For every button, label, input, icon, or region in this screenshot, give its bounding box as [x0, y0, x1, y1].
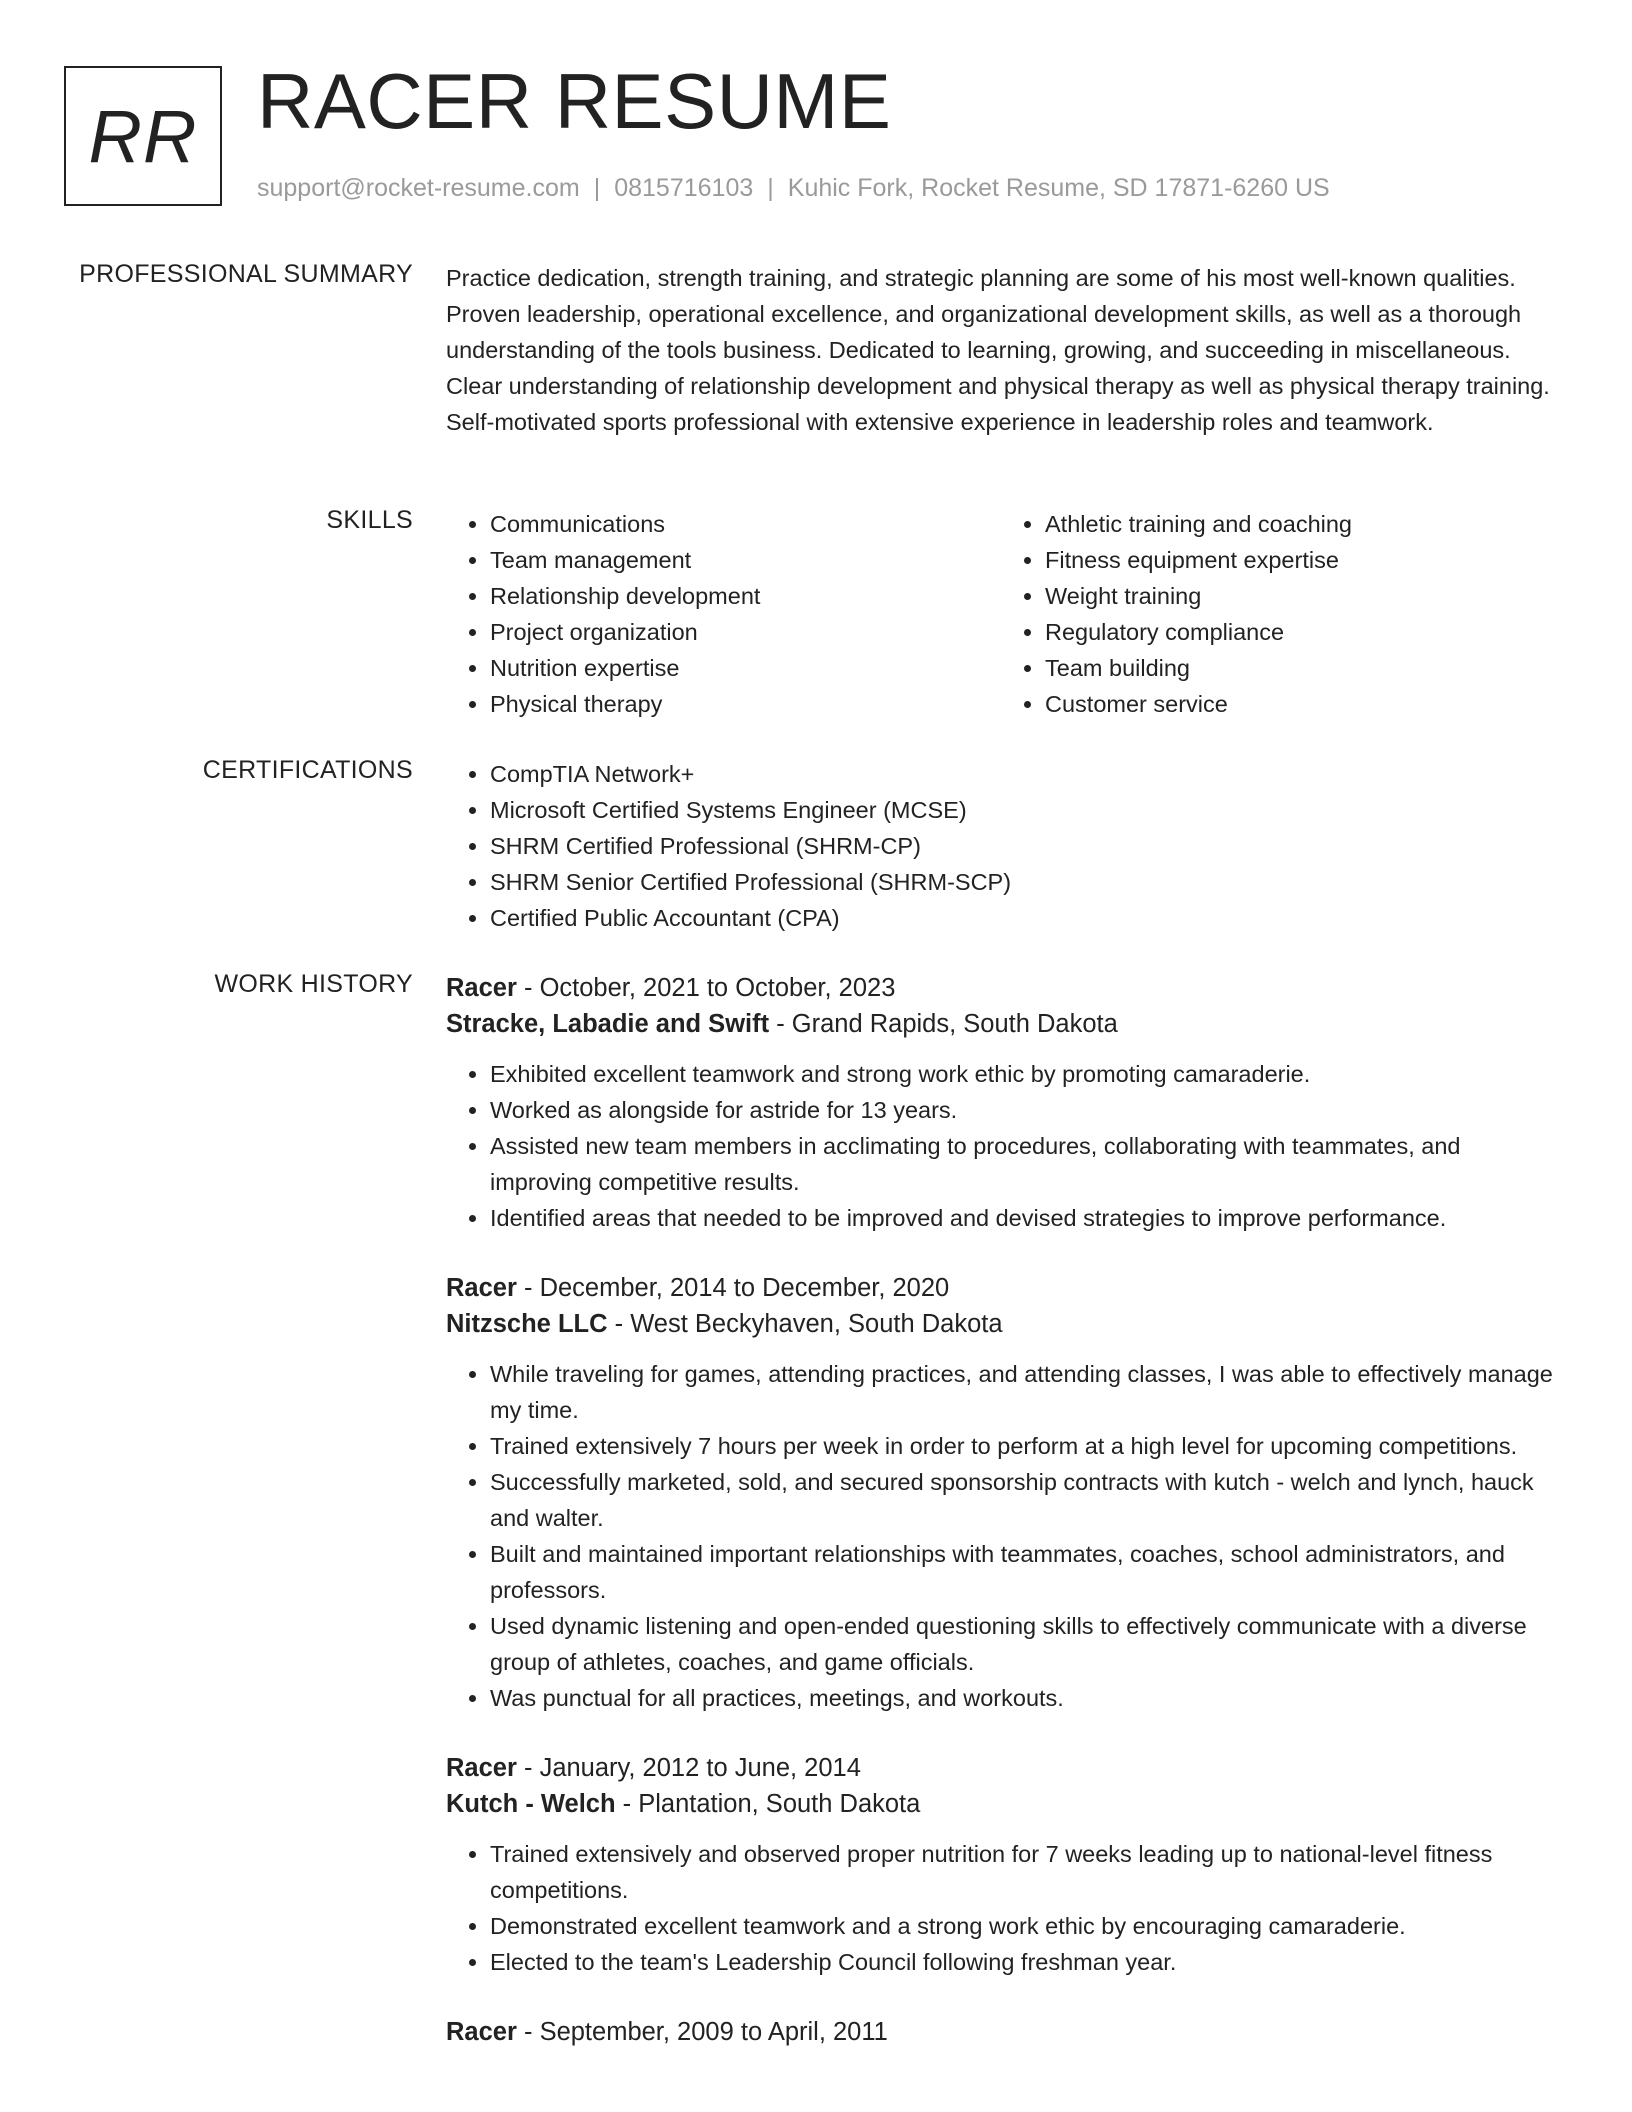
- monogram-box: [64, 66, 222, 206]
- summary-text: Practice dedication, strength training, and strategic planning are some of his most well-known qualities. Proven leadership, operational excellence, and organizational development skills, as well as a thorough understanding of the tools business. Dedicated to learning, growing, and succeeding in miscellaneous. Clear understanding of relationship development and physical therapy as well as physical therapy training. Self-motivated sports professional with extensive experience in leadership roles and teamwork.: [446, 265, 1550, 435]
- job-entry: [446, 1750, 1556, 1980]
- job-bullet: • Used dynamic listening and open-ended questioning skills to effectively communicate with a diverse group of athletes, coaches, and game officials.: [490, 1608, 1556, 1680]
- summary-body: [446, 260, 1556, 440]
- resume-name: RACER RESUME: [257, 57, 892, 145]
- skill-item: • Relationship development: [490, 578, 1001, 614]
- skill-item: • Customer service: [1045, 686, 1556, 722]
- job-company-line: Nitzsche LLC - West Beckyhaven, South Dakota: [446, 1310, 1003, 1338]
- job-location: West Beckyhaven, South Dakota: [630, 1310, 1003, 1338]
- contact-separator: |: [767, 174, 774, 202]
- job-entry: [446, 1270, 1556, 1716]
- job-bullet: • Exhibited excellent teamwork and strong work ethic by promoting camaraderie.: [490, 1056, 1556, 1092]
- certification-item: • SHRM Senior Certified Professional (SHRM-SCP): [490, 864, 1556, 900]
- certification-item: • SHRM Certified Professional (SHRM-CP): [490, 828, 1556, 864]
- job-bullet: • Elected to the team's Leadership Council following freshman year.: [490, 1944, 1556, 1980]
- skill-item: • Physical therapy: [490, 686, 1001, 722]
- job-dates: January, 2012 to June, 2014: [539, 1754, 861, 1782]
- monogram-initials: RR: [88, 94, 198, 178]
- job-bullet: • While traveling for games, attending practices, and attending classes, I was able to effectively manage my time.: [490, 1356, 1556, 1428]
- job-dates: December, 2014 to December, 2020: [539, 1274, 950, 1302]
- skill-item: • Fitness equipment expertise: [1045, 542, 1556, 578]
- job-heading: Racer - January, 2012 to June, 2014: [446, 1754, 861, 1782]
- job-bullet: • Demonstrated excellent teamwork and a strong work ethic by encouraging camaraderie.: [490, 1908, 1556, 1944]
- skill-item: • Project organization: [490, 614, 1001, 650]
- job-heading: Racer - September, 2009 to April, 2011: [446, 2018, 888, 2046]
- job-company: Kutch - Welch: [446, 1790, 616, 1818]
- job-company: Nitzsche LLC: [446, 1310, 608, 1338]
- job-title: Racer: [446, 2018, 517, 2046]
- certification-item: • Certified Public Accountant (CPA): [490, 900, 1556, 936]
- work-history-body: [446, 970, 1556, 2084]
- contact-phone[interactable]: 0815716103: [614, 174, 754, 202]
- job-bullet: • Built and maintained important relationships with teammates, coaches, school administrators, and professors.: [490, 1536, 1556, 1608]
- job-bullet: • Worked as alongside for astride for 13 years.: [490, 1092, 1556, 1128]
- skills-label: SKILLS: [326, 506, 413, 534]
- contact-email[interactable]: support@rocket-resume.com: [257, 174, 580, 202]
- skills-column-left: [446, 506, 1001, 722]
- job-company: Stracke, Labadie and Swift: [446, 1010, 770, 1038]
- certifications-list: [446, 756, 1556, 936]
- job-location: Grand Rapids, South Dakota: [791, 1010, 1118, 1038]
- job-dates: October, 2021 to October, 2023: [539, 974, 896, 1002]
- job-bullet: • Assisted new team members in acclimating to procedures, collaborating with teammates, and improving competitive results.: [490, 1128, 1556, 1200]
- skill-item: • Communications: [490, 506, 1001, 542]
- job-heading: Racer - December, 2014 to December, 2020: [446, 1274, 950, 1302]
- job-dates: September, 2009 to April, 2011: [539, 2018, 888, 2046]
- job-bullets: [446, 1836, 1556, 1980]
- job-bullet: • Trained extensively 7 hours per week in order to perform at a high level for upcoming competitions.: [490, 1428, 1556, 1464]
- summary-label: PROFESSIONAL SUMMARY: [79, 260, 413, 288]
- job-bullet: • Successfully marketed, sold, and secured sponsorship contracts with kutch - welch and lynch, hauck and walter.: [490, 1464, 1556, 1536]
- skill-item: • Nutrition expertise: [490, 650, 1001, 686]
- contact-separator: |: [593, 174, 601, 202]
- contact-address: Kuhic Fork, Rocket Resume, SD 17871-6260 US: [787, 174, 1330, 202]
- job-company-line: Kutch - Welch - Plantation, South Dakota: [446, 1790, 921, 1818]
- skills-column-right: [1001, 506, 1556, 722]
- job-title: Racer: [446, 974, 517, 1002]
- skills-list: [446, 506, 1556, 722]
- job-title: Racer: [446, 1274, 517, 1302]
- job-bullets: [446, 1356, 1556, 1716]
- skill-item: • Regulatory compliance: [1045, 614, 1556, 650]
- work-history-label: WORK HISTORY: [214, 970, 413, 998]
- skill-item: • Team management: [490, 542, 1001, 578]
- job-location: Plantation, South Dakota: [638, 1790, 921, 1818]
- job-bullet: • Was punctual for all practices, meetings, and workouts.: [490, 1680, 1556, 1716]
- skill-item: • Team building: [1045, 650, 1556, 686]
- certification-item: • CompTIA Network+: [490, 756, 1556, 792]
- skill-item: • Athletic training and coaching: [1045, 506, 1556, 542]
- job-bullet: • Identified areas that needed to be improved and devised strategies to improve performance.: [490, 1200, 1556, 1236]
- job-title: Racer: [446, 1754, 517, 1782]
- job-entry: [446, 970, 1556, 1236]
- job-bullet: • Trained extensively and observed proper nutrition for 7 weeks leading up to national-level fitness competitions.: [490, 1836, 1556, 1908]
- job-heading: Racer - October, 2021 to October, 2023: [446, 974, 896, 1002]
- certification-item: • Microsoft Certified Systems Engineer (MCSE): [490, 792, 1556, 828]
- job-entry: [446, 2014, 1556, 2050]
- job-bullets: [446, 1056, 1556, 1236]
- job-company-line: Stracke, Labadie and Swift - Grand Rapids, South Dakota: [446, 1010, 1118, 1038]
- skill-item: • Weight training: [1045, 578, 1556, 614]
- certifications-label: CERTIFICATIONS: [202, 756, 413, 784]
- contact-line: [257, 174, 1330, 203]
